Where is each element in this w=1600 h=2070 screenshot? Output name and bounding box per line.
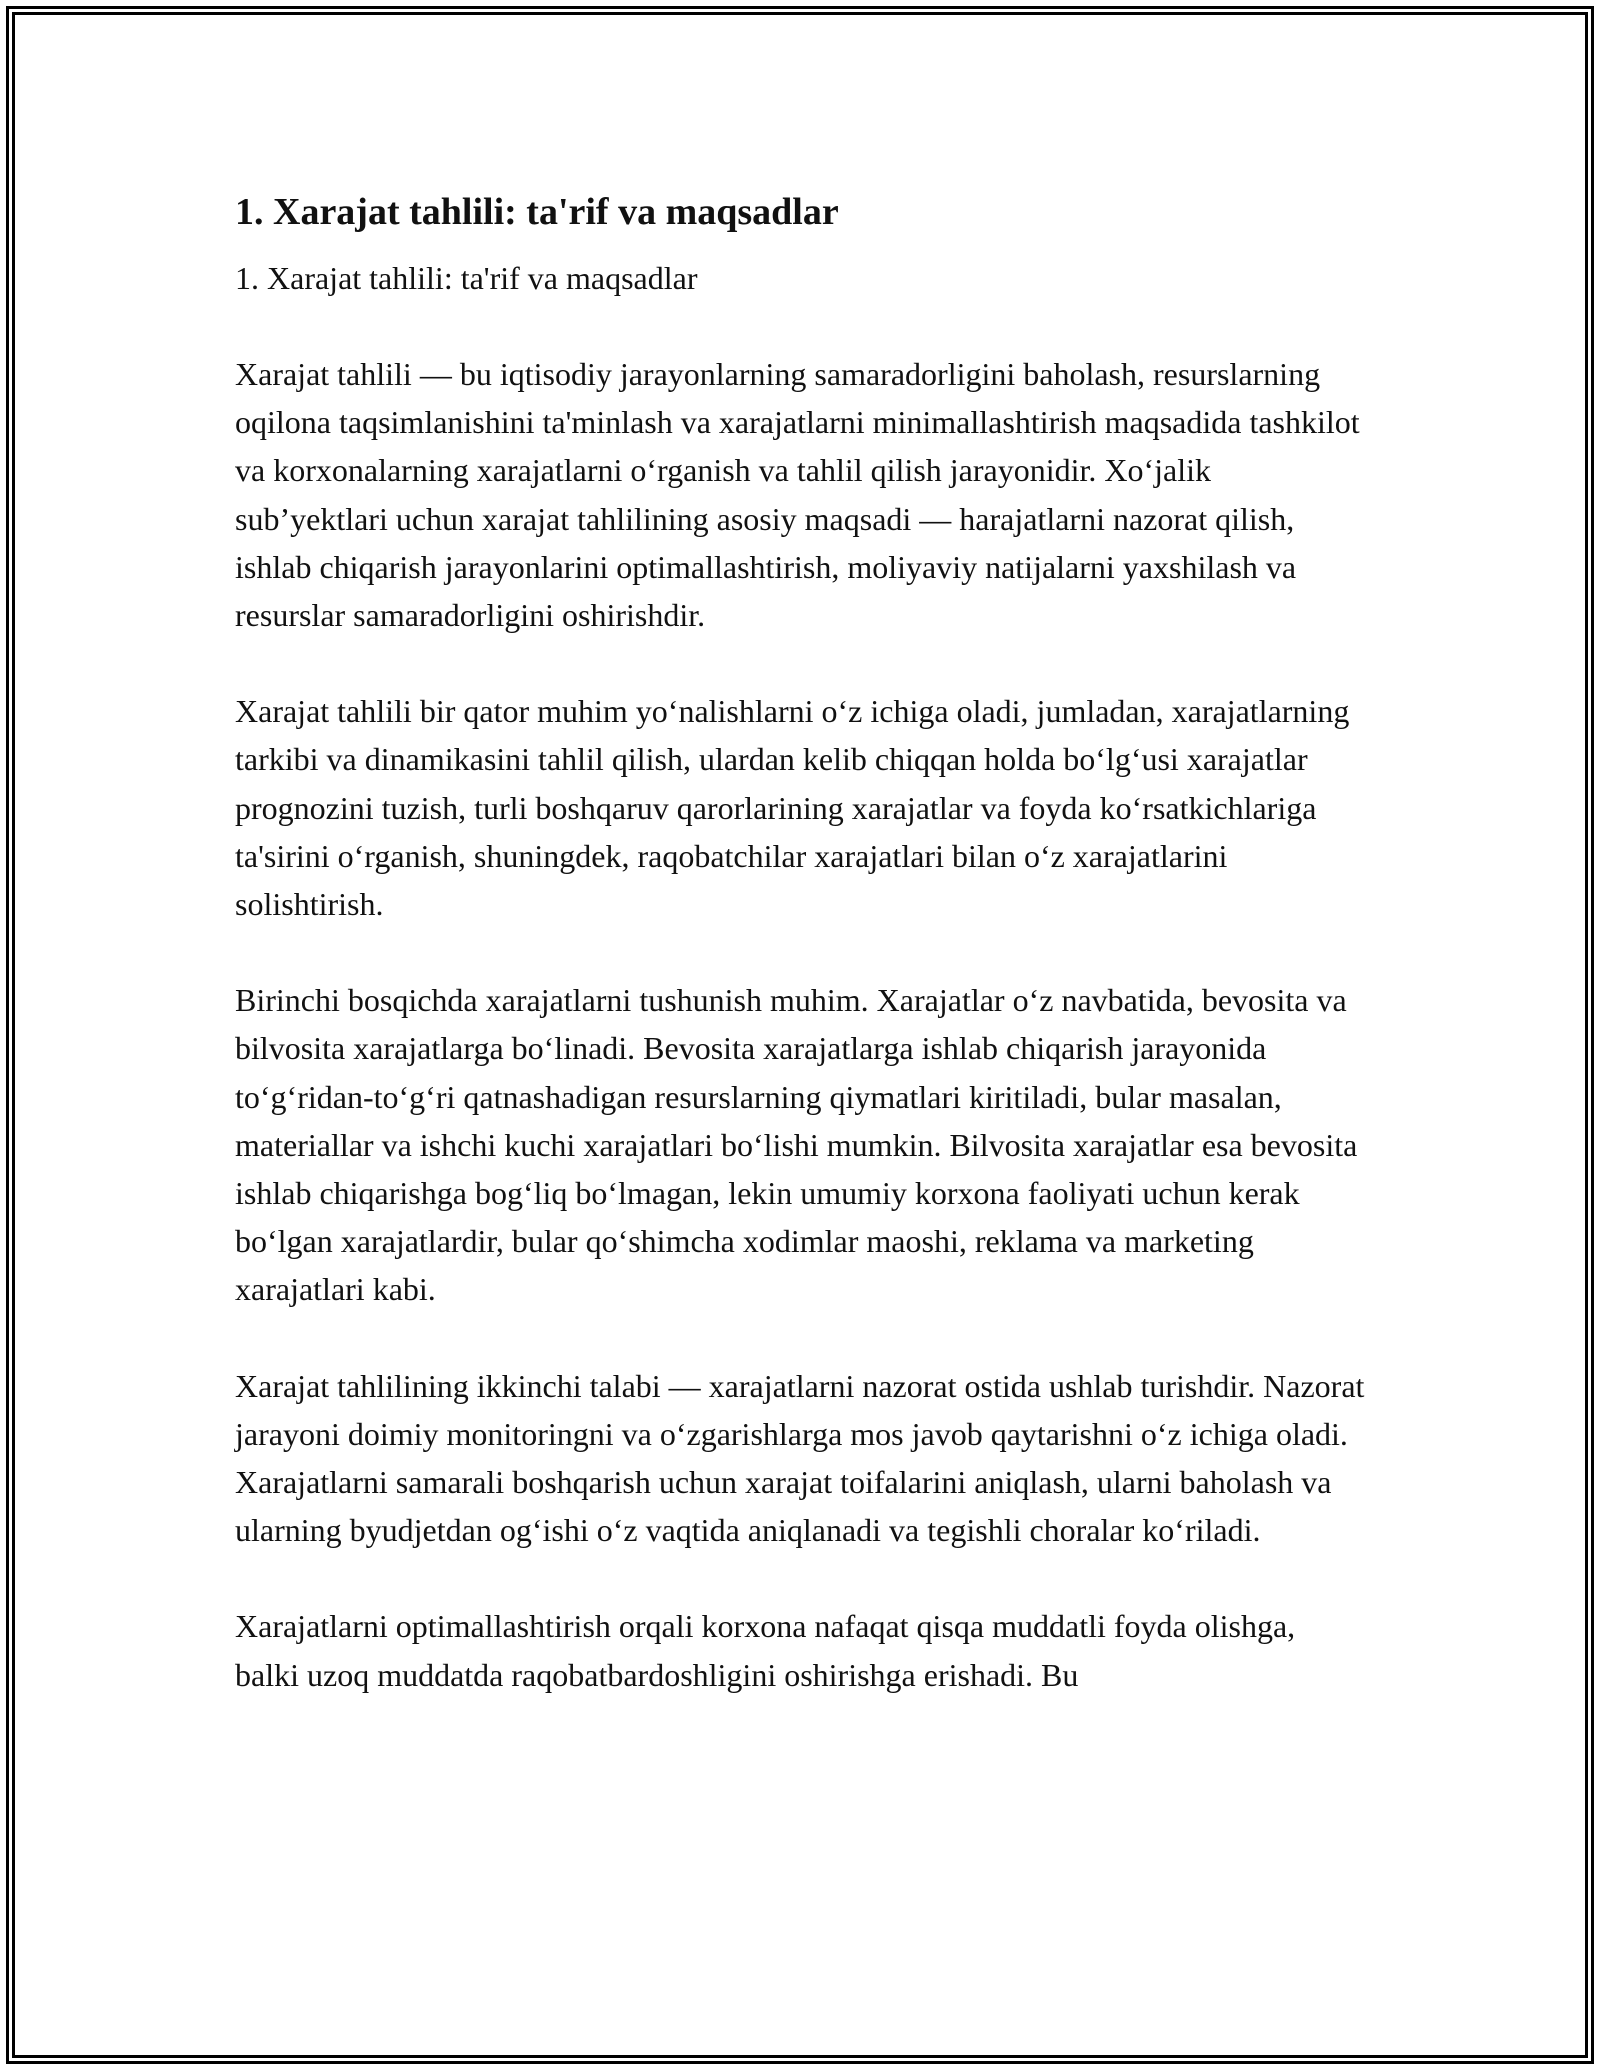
paragraph-5: Xarajatlarni optimallashtirish orqali korxona nafaqat qisqa muddatli foyda olishga, balki uzoq muddatda raqobatbardoshligini oshirishga erishadi. Bu (235, 1608, 1296, 1693)
section-heading: 1. Xarajat tahlili: ta'rif va maqsadlar (235, 191, 839, 233)
paragraph-2: Xarajat tahlili bir qator muhim yoʻnalishlarni oʻz ichiga oladi, jumladan, xarajatlarning tarkibi va dinamikasini tahlil qilish, ulardan kelib chiqqan holda boʻlgʻusi xarajatlar prognozini tuzish, turli boshqaruv qarorlarining xarajatlar va foyda koʻrsatkichlariga ta'sirini oʻrganish, shuningdek, raqobatchilar xarajatlari bilan oʻz xarajatlarini solishtirish. (235, 693, 1350, 923)
document-body (235, 186, 1365, 1747)
paragraph-3: Birinchi bosqichda xarajatlarni tushunish muhim. Xarajatlar oʻz navbatida, bevosita va bilvosita xarajatlarga boʻlinadi. Bevosita xarajatlarga ishlab chiqarish jarayonida toʻgʻridan-toʻgʻri qatnashadigan resurslarning qiymatlari kiritiladi, bular masalan, materiallar va ishchi kuchi xarajatlari boʻlishi mumkin. Bilvosita xarajatlar esa bevosita ishlab chiqarishga bogʻliq boʻlmagan, lekin umumiy korxona faoliyati uchun kerak boʻlgan xarajatlardir, bular qoʻshimcha xodimlar maoshi, reklama va marketing xarajatlari kabi. (235, 982, 1358, 1308)
paragraph-4: Xarajat tahlilining ikkinchi talabi — xarajatlarni nazorat ostida ushlab turishdir. Nazorat jarayoni doimiy monitoringni va oʻzgarishlarga mos javob qaytarishni oʻz ichiga oladi. Xarajatlarni samarali boshqarish uchun xarajat toifalarini aniqlash, ularni baholash va ularning byudjetdan ogʻishi oʻz vaqtida aniqlanadi va tegishli choralar koʻriladi. (235, 1367, 1365, 1549)
paragraph-1: Xarajat tahlili — bu iqtisodiy jarayonlarning samaradorligini baholash, resurslarning oqilona taqsimlanishini ta'minlash va xarajatlarni minimallashtirish maqsadida tashkilot va korxonalarning xarajatlarni oʻrganish va tahlil qilish jarayonidir. Xoʻjalik sub’yektlari uchun xarajat tahlilining asosiy maqsadi — harajatlarni nazorat qilish, ishlab chiqarish jarayonlarini optimallashtirish, moliyaviy natijalarni yaxshilash va resurslar samaradorligini oshirishdir. (235, 356, 1360, 634)
section-subheading: 1. Xarajat tahlili: ta'rif va maqsadlar (235, 260, 698, 296)
